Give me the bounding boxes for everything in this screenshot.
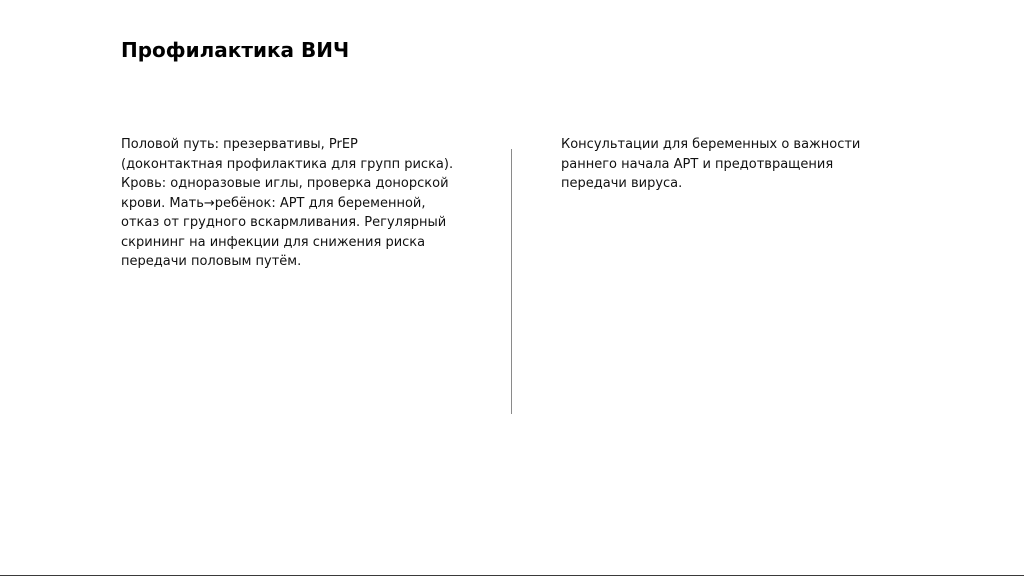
right-column-text: Консультации для беременных о важности раннего начала АРТ и предотвращения передачи вируса. — [561, 137, 861, 191]
slide-title: Профилактика ВИЧ — [121, 38, 350, 62]
column-divider — [511, 149, 512, 414]
left-column-text: Половой путь: презервативы, PrEP (доконтактная профилактика для групп риска). Кровь: одноразовые иглы, проверка донорской крови. Мать→ребёнок: АРТ для беременной, отказ от грудного вскармливания. Регулярный скрининг на инфекции для снижения риска передачи половым путём. — [121, 137, 454, 269]
